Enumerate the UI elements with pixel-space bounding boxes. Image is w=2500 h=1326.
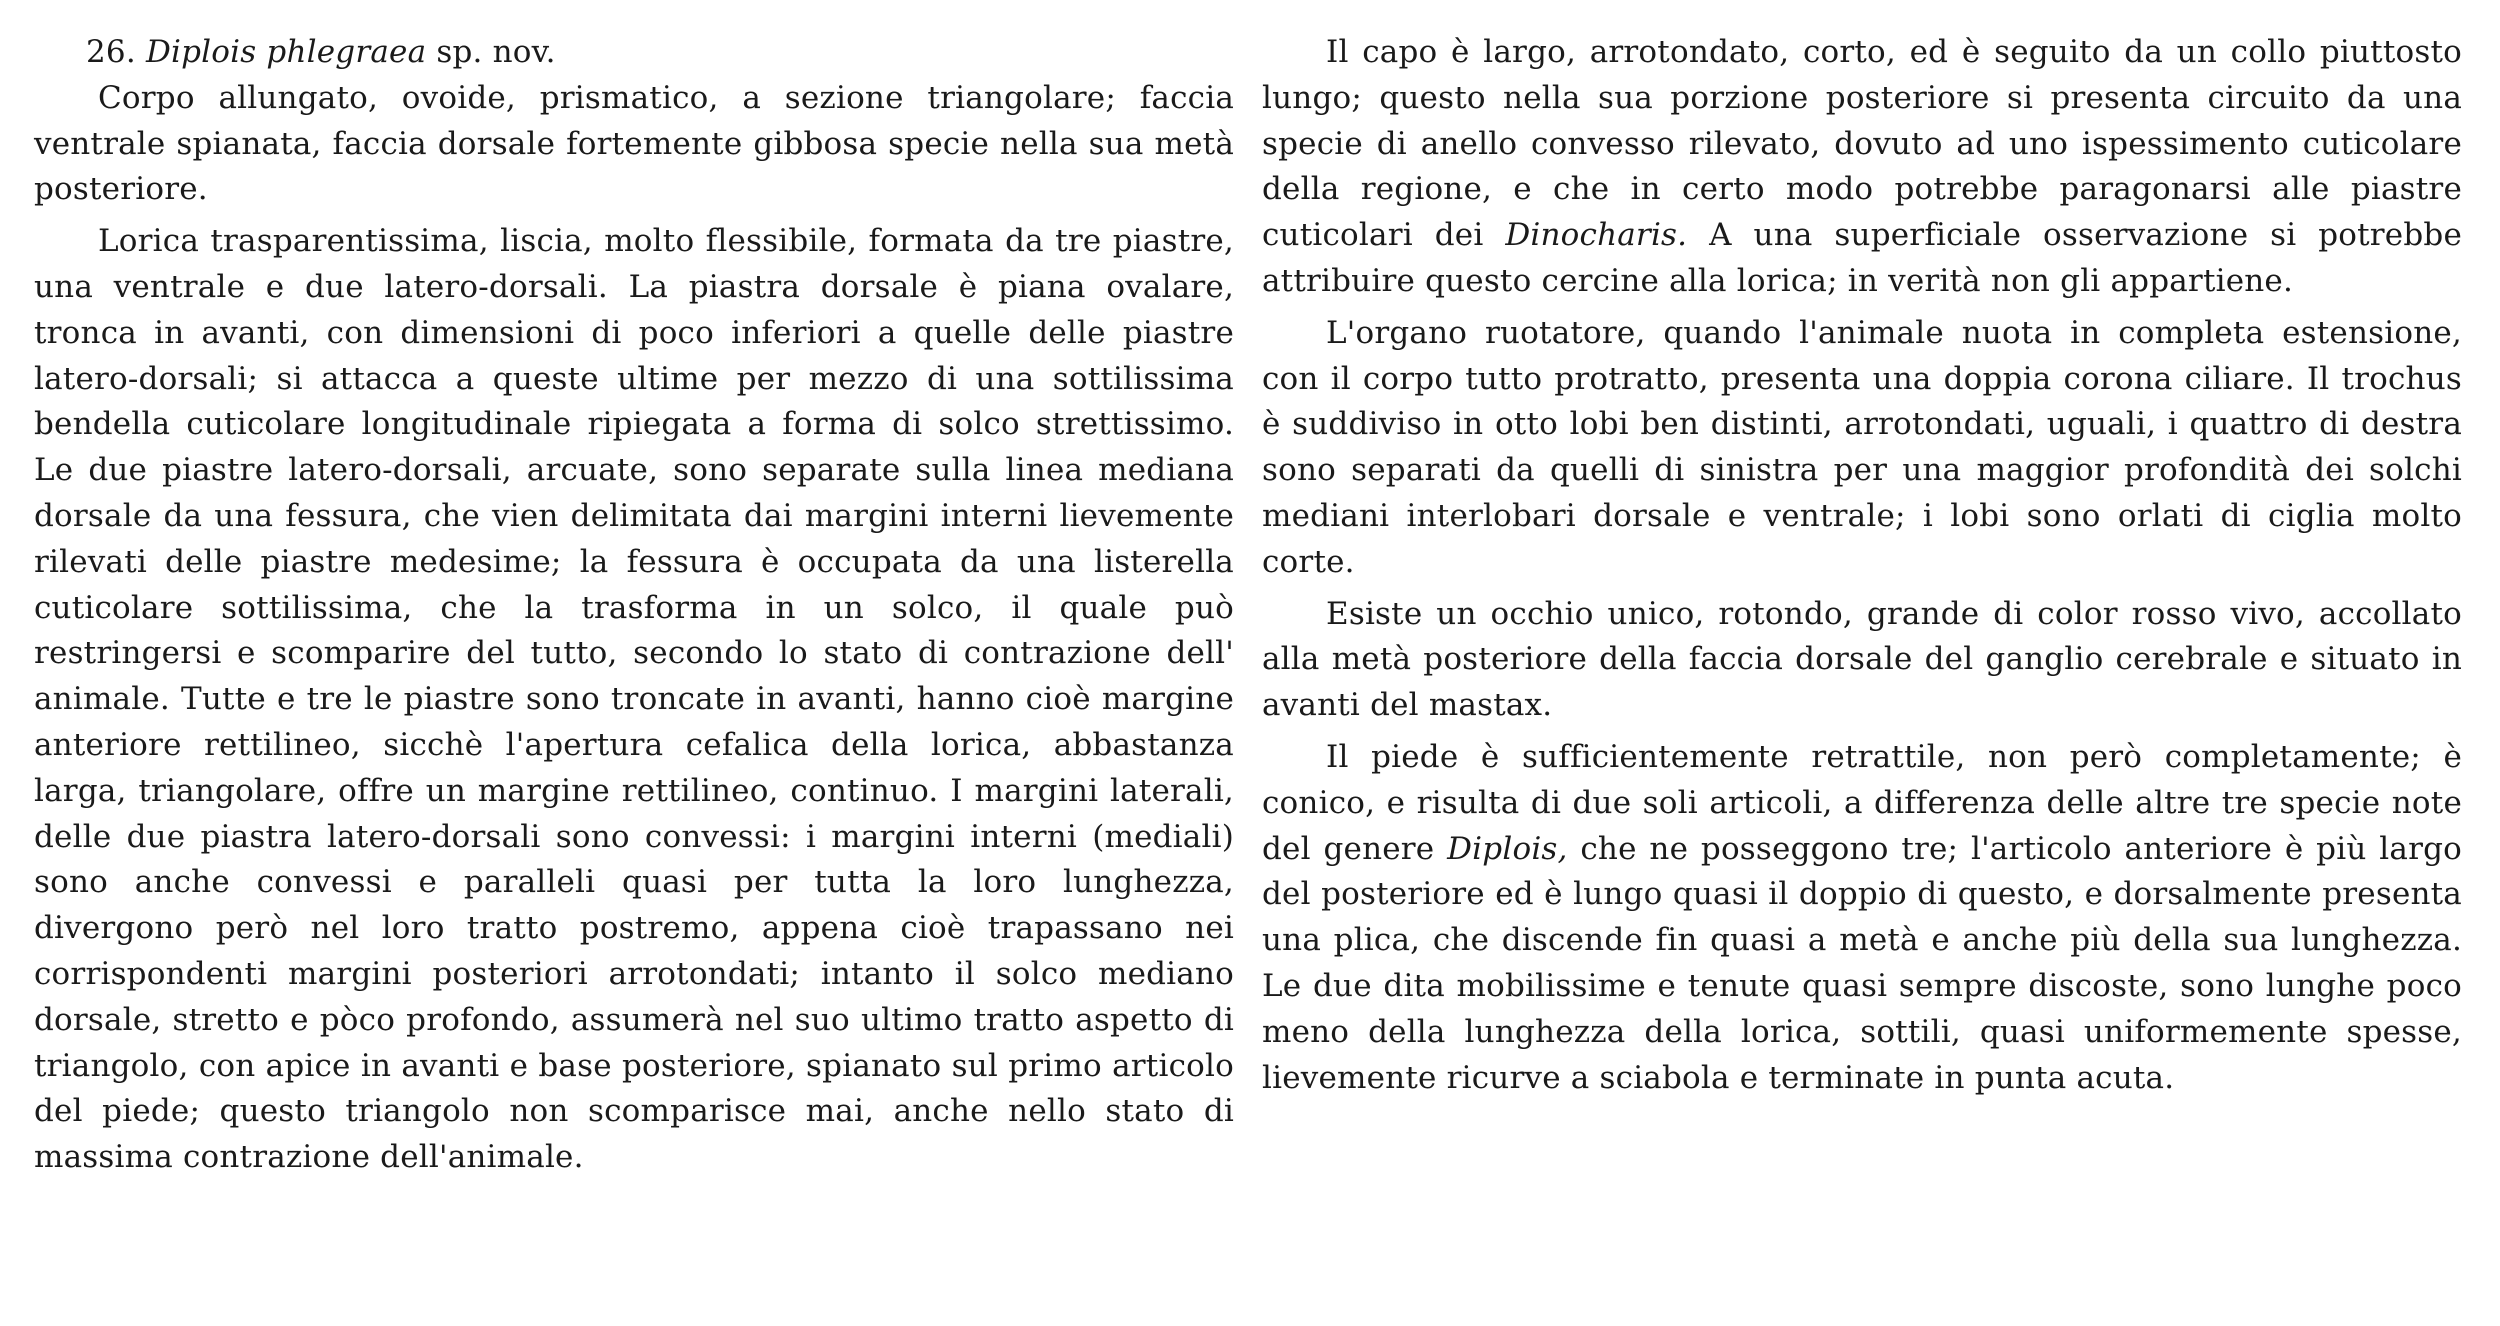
paragraph-foot-text-a: Il piede è sufficientemente retrattile, non però completamente; è conico, e risulta di due soli articoli, a differenza delle altre tre specie note del genere [1262,738,2462,867]
paragraph-foot [1262,735,2462,1101]
paragraph-head-text-b: A una superficiale osservazione si potrebbe attribuire questo cercine alla lorica; in verità non gli appartiene. [1262,217,2462,299]
paragraph-head-italic: Dinocharis. [1505,217,1688,254]
paragraph-body-shape: Corpo allungato, ovoide, prismatico, a sezione triangolare; faccia ventrale spianata, faccia dorsale fortemente gibbosa specie nella sua metà posteriore. [34,79,1234,208]
paragraph-lorica: Lorica trasparentissima, liscia, molto flessibile, formata da tre piastre, una ventrale e due latero-dorsali. La piastra dorsale è piana ovalare, tronca in avanti, con dimensioni di poco inferiori a quelle delle piastre latero-dorsali; si attacca a queste ultime per mezzo di una sottilissima bendella cuticolare longitudinale ripiegata a forma di solco strettissimo. Le due piastre latero-dorsali, arcuate, sono separate sulla linea mediana dorsale da una fessura, che vien delimitata dai margini interni lievemente rilevati delle piastre medesime; la fessura è occupata da una listerella cuticolare sottilissima, che la trasforma in un solco, il quale può restringersi e scomparire del tutto, secondo lo stato di contrazione dell' animale. Tutte e tre le piastre sono troncate in avanti, hanno cioè margine anteriore rettilineo, sicchè l'apertura cefalica della lorica, abbastanza larga, triangolare, offre un margine rettilineo, continuo. I margini laterali, delle due piastra latero-dorsali sono convessi: i margini interni (mediali) sono anche convessi e paralleli quasi per tutta la loro lunghezza, divergono però nel loro tratto postremo, appena cioè trapassano nei corrispondenti margini posteriori arrotondati; intanto il solco mediano dorsale, stretto e pòco profondo, assumerà nel suo ultimo tratto aspetto di triangolo, con apice in avanti e base posteriore, spianato sul primo articolo del piede; questo triangolo non scomparisce mai, anche nello stato di massima contrazione dell'animale. [34,223,1234,1176]
species-number: 26. [86,34,136,70]
paragraph-foot-italic: Diplois, [1447,830,1568,867]
paragraph-head [1262,30,2462,305]
paragraph-head-text-a: Il capo è largo, arrotondato, corto, ed è seguito da un collo piuttosto lungo; questo nella sua porzione posteriore si presenta circuito da una specie di anello convesso rilevato, dovuto ad uno ispessimento cuticolare della regione, e che in certo modo potrebbe paragonarsi alle piastre cuticolari dei [1262,34,2462,254]
species-heading [34,30,1234,76]
paragraph-foot-text-b: che ne posseggono tre; l'articolo anteriore è più largo del posteriore ed è lungo quasi il doppio di questo, e dorsalmente presenta una plica, che discende fin quasi a metà e anche più della sua lunghezza. Le due dita mobilissime e tenute quasi sempre discoste, sono lunghe poco meno della lunghezza della lorica, sottili, quasi uniformemente spesse, lievemente ricurve a sciabola e terminate in punta acuta. [1262,830,2462,1096]
paragraph-eye: Esiste un occhio unico, rotondo, grande di color rosso vivo, accollato alla metà posteriore della faccia dorsale del ganglio cerebrale e situato in avanti del mastax. [1262,595,2462,724]
species-name: Diplois phlegraea [145,34,427,70]
right-column [1262,30,2462,1101]
left-column [34,30,1234,1181]
paragraph-rotatory-organ: L'organo ruotatore, quando l'animale nuota in completa estensione, con il corpo tutto protratto, presenta una doppia corona ciliare. Il trochus è suddiviso in otto lobi ben distinti, arrotondati, uguali, i quattro di destra sono separati da quelli di sinistra per una maggior profondità dei solchi mediani interlobari dorsale e ventrale; i lobi sono orlati di ciglia molto corte. [1262,314,2462,580]
species-suffix: sp. nov. [436,34,556,70]
